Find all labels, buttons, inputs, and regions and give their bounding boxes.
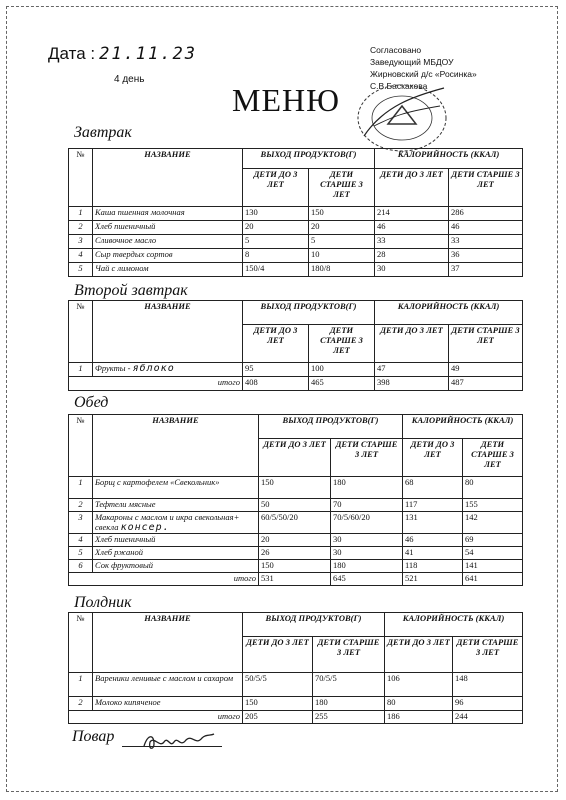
- cell-value: 60/5/50/20: [259, 512, 331, 534]
- total-value: 244: [453, 711, 523, 724]
- cell-value: 180: [313, 697, 385, 711]
- row-num: 4: [69, 249, 93, 263]
- cell-value: 33: [449, 235, 523, 249]
- col-under3: ДЕТИ ДО 3 ЛЕТ: [375, 325, 449, 363]
- day-label: 4 день: [114, 74, 145, 85]
- total-value: 487: [449, 377, 523, 391]
- cell-value: 54: [463, 547, 523, 560]
- total-label: итого: [93, 377, 243, 391]
- cell-value: 37: [449, 263, 523, 277]
- snack-table: [68, 612, 523, 724]
- cell-value: 28: [375, 249, 449, 263]
- date-label: Дата :: [48, 44, 96, 63]
- col-over3: ДЕТИ СТАРШЕ 3 ЛЕТ: [449, 325, 523, 363]
- total-value: 531: [259, 573, 331, 586]
- cell-value: 118: [403, 560, 463, 573]
- table-row: [69, 697, 523, 711]
- col-calories: КАЛОРИЙНОСТЬ (ККАЛ): [385, 613, 523, 637]
- cell-value: 70/5/60/20: [331, 512, 403, 534]
- row-num: 3: [69, 512, 93, 534]
- table-row: [69, 673, 523, 697]
- row-num: 2: [69, 499, 93, 512]
- cell-value: 96: [453, 697, 523, 711]
- col-under3: ДЕТИ ДО 3 ЛЕТ: [243, 637, 313, 673]
- cell-value: 5: [243, 235, 309, 249]
- row-num: 5: [69, 263, 93, 277]
- cell-value: 131: [403, 512, 463, 534]
- cell-value: 46: [403, 534, 463, 547]
- col-over3: ДЕТИ СТАРШЕ 3 ЛЕТ: [463, 439, 523, 477]
- total-value: 255: [313, 711, 385, 724]
- table-row: [69, 249, 523, 263]
- col-under3: ДЕТИ ДО 3 ЛЕТ: [403, 439, 463, 477]
- total-value: 521: [403, 573, 463, 586]
- cell-value: 150/4: [243, 263, 309, 277]
- cell-value: 141: [463, 560, 523, 573]
- handwritten-note: консер.: [120, 522, 170, 533]
- col-over3: ДЕТИ СТАРШЕ 3 ЛЕТ: [331, 439, 403, 477]
- approval-line: Согласовано: [370, 45, 422, 55]
- dish-name: Каша пшенная молочная: [93, 207, 243, 221]
- cell-value: 100: [309, 363, 375, 377]
- table-row: [69, 547, 523, 560]
- col-over3: ДЕТИ СТАРШЕ 3 ЛЕТ: [309, 325, 375, 363]
- table-row: [69, 512, 523, 534]
- table-row: [69, 263, 523, 277]
- row-num: 6: [69, 560, 93, 573]
- section-title-lunch: Обед: [74, 394, 109, 411]
- cell-value: 95: [243, 363, 309, 377]
- table-row: [69, 235, 523, 249]
- table-row: [69, 560, 523, 573]
- row-num: 1: [69, 673, 93, 697]
- dish-name: Сливочное масло: [93, 235, 243, 249]
- col-output: ВЫХОД ПРОДУКТОВ(Г): [243, 301, 375, 325]
- col-over3: ДЕТИ СТАРШЕ 3 ЛЕТ: [313, 637, 385, 673]
- cell-value: 214: [375, 207, 449, 221]
- date-value: 21.11.23: [99, 44, 197, 64]
- cell-value: 69: [463, 534, 523, 547]
- cell-value: 180/8: [309, 263, 375, 277]
- total-value: 645: [331, 573, 403, 586]
- dish-name: Сок фруктовый: [93, 560, 259, 573]
- dish-name: Борщ с картофелем «Свекольник»: [93, 477, 259, 499]
- cell-value: 41: [403, 547, 463, 560]
- cell-value: 130: [243, 207, 309, 221]
- dish-name: Чай с лимоном: [93, 263, 243, 277]
- section-title-breakfast: Завтрак: [74, 124, 132, 141]
- cell-value: 150: [243, 697, 313, 711]
- table-row: [69, 477, 523, 499]
- cell-value: 30: [331, 547, 403, 560]
- cell-value: 150: [259, 560, 331, 573]
- col-calories: КАЛОРИЙНОСТЬ (ККАЛ): [375, 301, 523, 325]
- handwritten-fruit: яблоко: [132, 363, 175, 374]
- row-num: 1: [69, 363, 93, 377]
- cell-value: 80: [385, 697, 453, 711]
- approval-line: С.В.Баскакова: [370, 81, 428, 91]
- cell-value: 155: [463, 499, 523, 512]
- cell-value: 50: [259, 499, 331, 512]
- col-name: НАЗВАНИЕ: [93, 149, 243, 207]
- total-row: [69, 377, 523, 391]
- breakfast-table: [68, 148, 523, 277]
- row-num: 3: [69, 235, 93, 249]
- dish-name-text: Фрукты -: [95, 363, 131, 373]
- cell-value: 20: [243, 221, 309, 235]
- cell-value: 36: [449, 249, 523, 263]
- dish-name: Хлеб пшеничный: [93, 221, 243, 235]
- cell-value: 68: [403, 477, 463, 499]
- cell-value: 20: [259, 534, 331, 547]
- col-calories: КАЛОРИЙНОСТЬ (ККАЛ): [403, 415, 523, 439]
- total-value: 641: [463, 573, 523, 586]
- row-num: 2: [69, 221, 93, 235]
- dish-name-text: Макароны с маслом и икра свекольная+ свекла: [95, 512, 240, 532]
- cell-value: 47: [375, 363, 449, 377]
- col-over3: ДЕТИ СТАРШЕ 3 ЛЕТ: [449, 169, 523, 207]
- cell-value: 80: [463, 477, 523, 499]
- table-row: [69, 221, 523, 235]
- total-blank: [69, 573, 93, 586]
- cell-value: 46: [449, 221, 523, 235]
- approval-line: Жирновский д/с «Росинка»: [370, 69, 477, 79]
- col-under3: ДЕТИ ДО 3 ЛЕТ: [259, 439, 331, 477]
- cell-value: 10: [309, 249, 375, 263]
- total-row: [69, 711, 523, 724]
- col-name: НАЗВАНИЕ: [93, 415, 259, 477]
- col-under3: ДЕТИ ДО 3 ЛЕТ: [243, 169, 309, 207]
- col-under3: ДЕТИ ДО 3 ЛЕТ: [243, 325, 309, 363]
- cell-value: 30: [331, 534, 403, 547]
- signature-icon: [140, 728, 220, 754]
- cell-value: 5: [309, 235, 375, 249]
- cell-value: 117: [403, 499, 463, 512]
- total-label: итого: [93, 573, 259, 586]
- dish-name: Молоко кипяченое: [93, 697, 243, 711]
- col-calories: КАЛОРИЙНОСТЬ (ККАЛ): [375, 149, 523, 169]
- date-line: [48, 44, 197, 64]
- official-stamp-icon: [344, 76, 456, 156]
- col-under3: ДЕТИ ДО 3 ЛЕТ: [375, 169, 449, 207]
- row-num: 2: [69, 697, 93, 711]
- cell-value: 142: [463, 512, 523, 534]
- col-over3: ДЕТИ СТАРШЕ 3 ЛЕТ: [453, 637, 523, 673]
- total-value: 465: [309, 377, 375, 391]
- dish-name: Хлеб ржаной: [93, 547, 259, 560]
- section-title-snack: Полдник: [74, 594, 132, 611]
- total-value: 186: [385, 711, 453, 724]
- cell-value: 70/5/5: [313, 673, 385, 697]
- col-name: НАЗВАНИЕ: [93, 613, 243, 673]
- page-title: МЕНЮ: [232, 82, 340, 118]
- dish-name: Хлеб пшеничный: [93, 534, 259, 547]
- col-output: ВЫХОД ПРОДУКТОВ(Г): [243, 613, 385, 637]
- total-blank: [69, 711, 93, 724]
- cell-value: 50/5/5: [243, 673, 313, 697]
- col-name: НАЗВАНИЕ: [93, 301, 243, 363]
- row-num: 5: [69, 547, 93, 560]
- row-num: 1: [69, 477, 93, 499]
- cell-value: 150: [309, 207, 375, 221]
- col-over3: ДЕТИ СТАРШЕ 3 ЛЕТ: [309, 169, 375, 207]
- cell-value: 180: [331, 477, 403, 499]
- cell-value: 30: [375, 263, 449, 277]
- row-num: 4: [69, 534, 93, 547]
- col-num: №: [69, 613, 93, 673]
- dish-name: Тефтели мясные: [93, 499, 259, 512]
- dish-name: [93, 512, 259, 534]
- cell-value: 180: [331, 560, 403, 573]
- cell-value: 46: [375, 221, 449, 235]
- col-output: ВЫХОД ПРОДУКТОВ(Г): [243, 149, 375, 169]
- approval-line: Заведующий МБДОУ: [370, 57, 454, 67]
- cell-value: 49: [449, 363, 523, 377]
- cell-value: 148: [453, 673, 523, 697]
- second-breakfast-table: [68, 300, 523, 391]
- total-value: 205: [243, 711, 313, 724]
- cell-value: 8: [243, 249, 309, 263]
- lunch-table: [68, 414, 523, 586]
- dish-name: Сыр твердых сортов: [93, 249, 243, 263]
- col-num: №: [69, 415, 93, 477]
- cell-value: 26: [259, 547, 331, 560]
- table-row: [69, 499, 523, 512]
- section-title-second-breakfast: Второй завтрак: [74, 282, 188, 299]
- cell-value: 70: [331, 499, 403, 512]
- cell-value: 33: [375, 235, 449, 249]
- dish-name: [93, 363, 243, 377]
- total-value: 398: [375, 377, 449, 391]
- total-row: [69, 573, 523, 586]
- col-num: №: [69, 301, 93, 363]
- table-row: [69, 363, 523, 377]
- table-row: [69, 207, 523, 221]
- col-num: №: [69, 149, 93, 207]
- cell-value: 106: [385, 673, 453, 697]
- total-value: 408: [243, 377, 309, 391]
- row-num: 1: [69, 207, 93, 221]
- total-blank: [69, 377, 93, 391]
- cook-label: Повар: [72, 728, 115, 745]
- cell-value: 20: [309, 221, 375, 235]
- table-row: [69, 534, 523, 547]
- total-label: итого: [93, 711, 243, 724]
- cell-value: 150: [259, 477, 331, 499]
- cell-value: 286: [449, 207, 523, 221]
- col-under3: ДЕТИ ДО 3 ЛЕТ: [385, 637, 453, 673]
- col-output: ВЫХОД ПРОДУКТОВ(Г): [259, 415, 403, 439]
- dish-name: Вареники ленивые с маслом и сахаром: [93, 673, 243, 697]
